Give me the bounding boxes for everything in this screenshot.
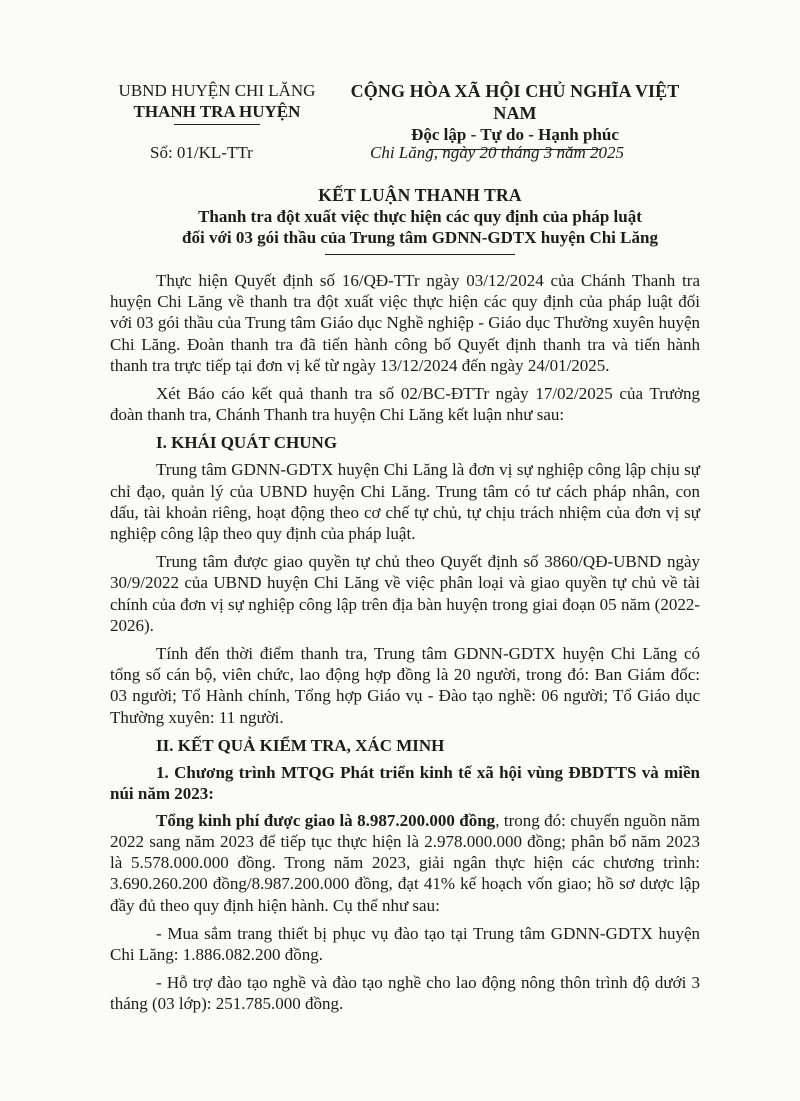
document-title-block <box>110 184 730 255</box>
intro-paragraph-2: Xét Báo cáo kết quả thanh tra số 02/BC-ĐTTr ngày 17/02/2025 của Trưởng đoàn thanh tra, Chánh Thanh tra huyện Chi Lăng kết luận như sau: <box>110 384 700 425</box>
bullet-item-1: - Mua sắm trang thiết bị phục vụ đào tạo tại Trung tâm GDNN-GDTX huyện Chi Lăng: 1.886.082.200 đồng. <box>110 923 700 965</box>
total-funding-detail: , trong đó: chuyển nguồn năm 2022 sang năm 2023 để tiếp tục thực hiện là 2.978.000.000 đồng; phân bổ năm 2023 là 5.578.000.000 đồng. Trong năm 2023, giải ngân thực hiện các chương trình: 3.690.260.200 đồng/8.987.200.000 đồng, đạt 41% kế hoạch vốn giao; hồ sơ dược lập đầy đủ theo quy định hiện hành. Cụ thể như sau: <box>110 810 701 915</box>
document-title: KẾT LUẬN THANH TRA <box>318 185 522 205</box>
national-motto: Độc lập - Tự do - Hạnh phúc <box>411 125 619 144</box>
bullet-item-2: - Hỗ trợ đào tạo nghề và đào tạo nghề cho lao động nông thôn trình độ dưới 3 tháng (03 lớp): 251.785.000 đồng. <box>110 973 700 1014</box>
document-body <box>110 270 700 1022</box>
document-date: Chi Lăng, ngày 20 tháng 3 năm 2025 <box>370 143 625 162</box>
section-1-paragraph-1: Trung tâm GDNN-GDTX huyện Chi Lăng là đơn vị sự nghiệp công lập chịu sự chỉ đạo, quản lý của UBND huyện Chi Lăng. Trung tâm có tư cách pháp nhân, con dấu, tài khoản riêng, hoạt động theo cơ chế tự chủ, tự chịu trách nhiệm của đơn vị sự nghiệp công lập theo quy định của pháp luật. <box>110 460 700 544</box>
agency-underline <box>174 124 260 125</box>
section-2-subheading-1: 1. Chương trình MTQG Phát triển kinh tế xã hội vùng ĐBDTTS và miền núi năm 2023: <box>110 762 700 803</box>
section-1-paragraph-2: Trung tâm được giao quyền tự chủ theo Quyết định số 3860/QĐ-UBND ngày 30/9/2022 của UBND huyện Chi Lăng về việc phân loại và giao quyền tự chủ về tài chính của đơn vị sự nghiệp công lập trên địa bàn huyện trong giai đoạn 05 năm (2022-2026). <box>110 552 700 635</box>
document-subtitle-line2: đối với 03 gói thầu của Trung tâm GDNN-GDTX huyện Chi Lăng <box>182 228 658 247</box>
intro-paragraph-1: Thực hiện Quyết định số 16/QĐ-TTr ngày 03/12/2024 của Chánh Thanh tra huyện Chi Lăng về thanh tra đột xuất việc thực hiện các quy định của pháp luật đối với 03 gói thầu của Trung tâm Giáo dục Nghề nghiệp - Giáo dục Thường xuyên huyện Chi Lăng. Đoàn thanh tra đã tiến hành công bố Quyết định thanh tra và tiến hành thanh tra trực tiếp tại đơn vị kể từ ngày 13/12/2024 đến ngày 24/01/2025. <box>110 271 700 375</box>
total-funding-bold: Tổng kinh phí được giao là 8.987.200.000 đồng <box>156 810 496 830</box>
national-header-block <box>330 80 700 150</box>
document-number: Số: 01/KL-TTr <box>150 143 253 162</box>
section-1-paragraph-3: Tính đến thời điểm thanh tra, Trung tâm GDNN-GDTX huyện Chi Lăng có tổng số cán bộ, viên chức, lao động hợp đồng là 20 người, trong đó: Ban Giám đốc: 03 người; Tổ Hành chính, Tổng hợp Giáo vụ - Đào tạo nghề: 06 người; Tổ Giáo dục Thường xuyên: 11 người. <box>110 644 700 727</box>
national-title: CỘNG HÒA XÃ HỘI CHỦ NGHĨA VIỆT NAM <box>350 81 680 123</box>
agency-parent: UBND HUYỆN CHI LĂNG <box>118 81 316 100</box>
section-2-heading: II. KẾT QUẢ KIỂM TRA, XÁC MINH <box>156 735 445 755</box>
agency-name: THANH TRA HUYỆN <box>133 102 301 121</box>
section-2-paragraph-1 <box>110 810 700 916</box>
issuing-agency-block <box>106 80 328 125</box>
title-underline <box>325 254 515 255</box>
document-subtitle-line1: Thanh tra đột xuất việc thực hiện các quy định của pháp luật <box>198 207 642 226</box>
section-1-heading: I. KHÁI QUÁT CHUNG <box>156 433 338 453</box>
